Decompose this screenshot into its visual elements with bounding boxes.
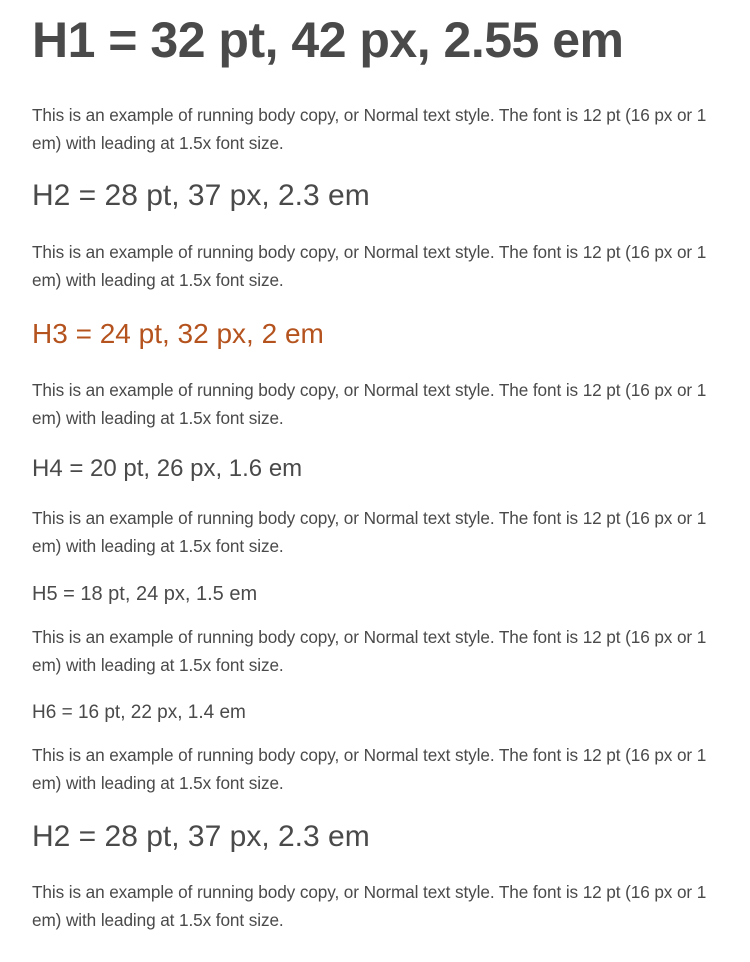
body-paragraph-7: This is an example of running body copy, or Normal text style. The font is 12 pt (16 px or 1 em) with leading at 1.5x font size. bbox=[32, 882, 707, 930]
heading-h6: H6 = 16 pt, 22 px, 1.4 em bbox=[32, 702, 246, 723]
heading-h1: H1 = 32 pt, 42 px, 2.55 em bbox=[32, 12, 624, 68]
heading-h2-repeat: H2 = 28 pt, 37 px, 2.3 em bbox=[32, 820, 370, 853]
heading-h2: H2 = 28 pt, 37 px, 2.3 em bbox=[32, 179, 370, 212]
body-paragraph-1: This is an example of running body copy, or Normal text style. The font is 12 pt (16 px or 1 em) with leading at 1.5x font size. bbox=[32, 105, 707, 153]
body-paragraph-3: This is an example of running body copy, or Normal text style. The font is 12 pt (16 px or 1 em) with leading at 1.5x font size. bbox=[32, 380, 707, 428]
body-paragraph-4: This is an example of running body copy, or Normal text style. The font is 12 pt (16 px or 1 em) with leading at 1.5x font size. bbox=[32, 508, 707, 556]
heading-h4: H4 = 20 pt, 26 px, 1.6 em bbox=[32, 455, 303, 482]
heading-h5: H5 = 18 pt, 24 px, 1.5 em bbox=[32, 583, 258, 605]
heading-h3: H3 = 24 pt, 32 px, 2 em bbox=[32, 318, 324, 349]
body-paragraph-5: This is an example of running body copy, or Normal text style. The font is 12 pt (16 px or 1 em) with leading at 1.5x font size. bbox=[32, 627, 707, 675]
body-paragraph-6: This is an example of running body copy, or Normal text style. The font is 12 pt (16 px or 1 em) with leading at 1.5x font size. bbox=[32, 745, 707, 793]
body-paragraph-2: This is an example of running body copy, or Normal text style. The font is 12 pt (16 px or 1 em) with leading at 1.5x font size. bbox=[32, 242, 707, 290]
